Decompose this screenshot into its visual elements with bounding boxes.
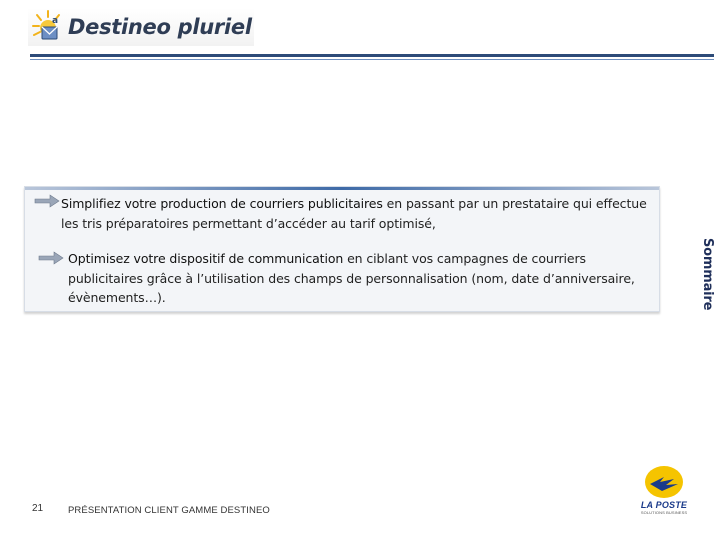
laposte-logo [634,466,694,518]
header-rule-thin [30,59,714,60]
destineo-logo [28,8,254,46]
bullet-2-text: en ciblant vos campagnes de courriers publicitaires grâce à l’utilisation des champs de personnalisation (nom, date d’anniversaire, évènements…). [68,251,635,305]
bullet-2-bold: Optimisez votre dispositif de communication [68,251,344,266]
laposte-bird-icon [634,466,694,500]
bullet-item-2 [68,249,648,308]
bullet-1-bold: Simplifiez votre production de courriers publicitaires [61,196,383,211]
page-number: 21 [32,503,44,514]
logo-text: Destineo pluriel [68,15,252,39]
header-rule-thick [30,54,714,57]
destineo-logo-icon [28,8,68,46]
bullet-arrow-icon [34,194,60,208]
bullet-arrow-icon [38,251,64,265]
svg-text:a: a [52,16,59,26]
sommaire-link[interactable]: Sommaire [700,238,715,311]
bullet-1-text: en passant par un prestataire qui effectue les tris préparatoires permettant d’accéder au tarif optimisé, [61,196,647,231]
laposte-tagline: SOLUTIONS BUSINESS [640,510,688,515]
bullet-item-1 [61,194,651,233]
laposte-name: LA POSTE [640,500,688,510]
footer-title: PRÉSENTATION CLIENT GAMME DESTINEO [68,505,270,516]
